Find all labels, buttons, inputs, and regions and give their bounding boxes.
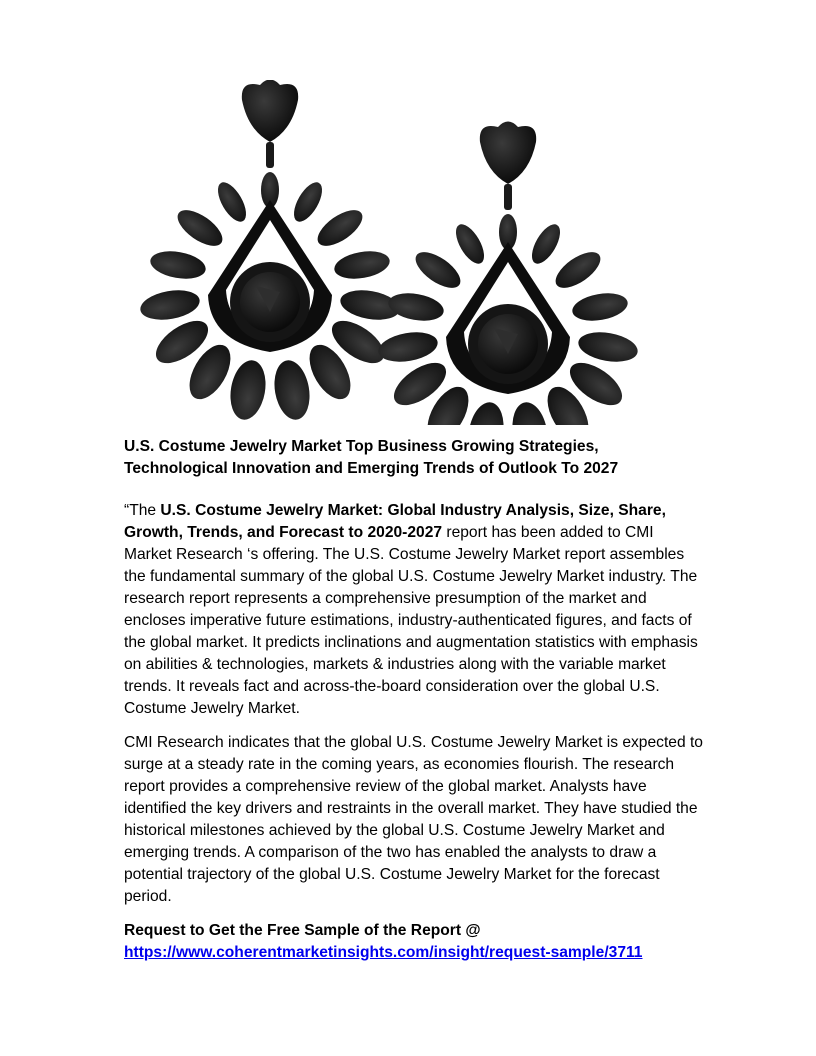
earrings-image xyxy=(140,80,700,425)
article-body xyxy=(124,436,704,964)
paragraph-intro-text: report has been added to CMI Market Research ‘s offering. The U.S. Costume Jewelry Market report assembles the fundamental summary of the global U.S. Costume Jewelry Market industry. The research report represents a comprehensive presumption of the market and encloses imperative future estimations, industry-authenticated figures, and facts of the global market. It predicts inclinations and augmentation statistics with emphasis on abilities & technologies, markets & industries along with the variable market trends. It reveals fact and across-the-board consideration over the global U.S. Costume Jewelry Market. xyxy=(124,524,698,717)
report-title: U.S. Costume Jewelry Market: Global Industry Analysis, Size, Share, Growth, Trends, and Forecast to 2020-2027 xyxy=(124,502,666,541)
headline: U.S. Costume Jewelry Market Top Business Growing Strategies, Technological Innovation and Emerging Trends of Outlook To 2027 xyxy=(124,438,619,477)
sample-request xyxy=(124,920,704,964)
sample-request-label: Request to Get the Free Sample of the Report @ xyxy=(124,922,481,939)
paragraph-research: CMI Research indicates that the global U.S. Costume Jewelry Market is expected to surge at a steady rate in the coming years, as economies flourish. The research report provides a comprehensive review of the global market. Analysts have identified the key drivers and restraints in the overall market. They have studied the historical milestones achieved by the global U.S. Costume Jewelry Market and emerging trends. A comparison of the two has enabled the analysts to draw a potential trajectory of the global U.S. Costume Jewelry Market for the forecast period. xyxy=(124,734,703,905)
paragraph-intro xyxy=(124,500,704,720)
left-earring xyxy=(140,80,402,422)
sample-request-link[interactable]: https://www.coherentmarketinsights.com/insight/request-sample/3711 xyxy=(124,944,643,961)
right-earring xyxy=(376,122,640,426)
quote-open: “The xyxy=(124,502,161,519)
